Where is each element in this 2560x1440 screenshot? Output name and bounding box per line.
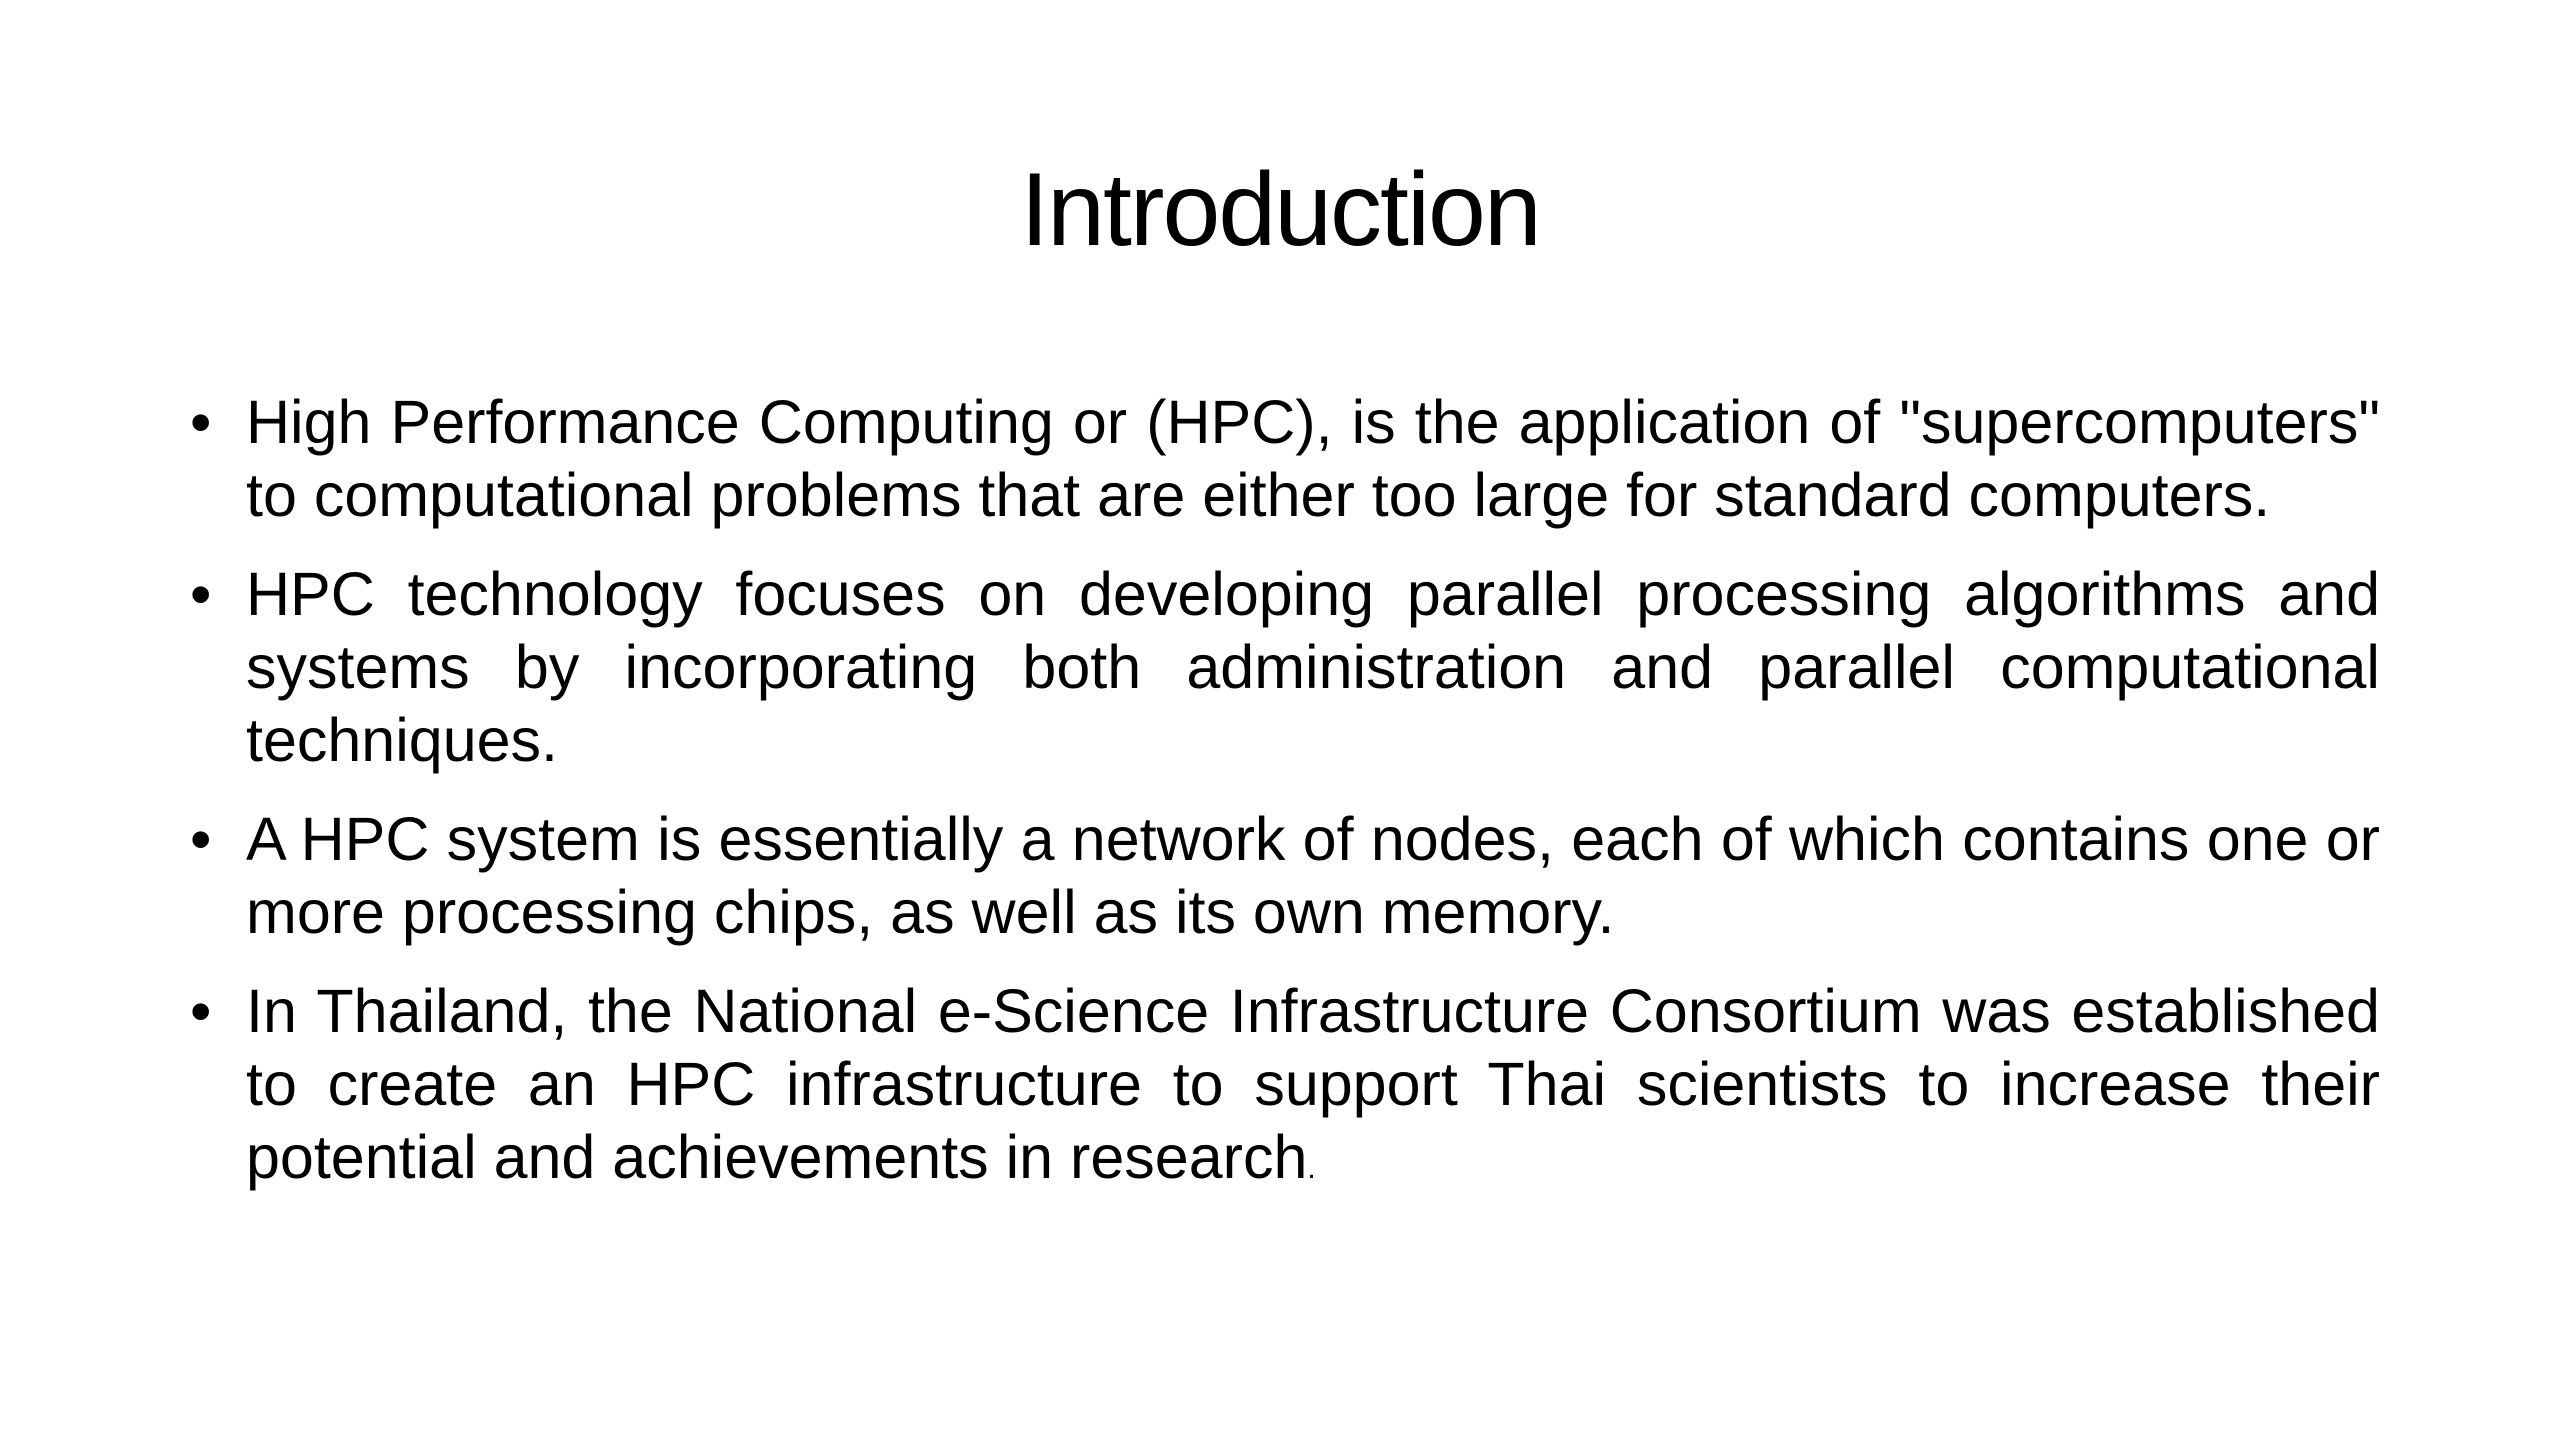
bullet-item (190, 558, 2380, 777)
bullet-text: A HPC system is essentially a network of nodes, each of which contains one or more processing chips, as well as its own memory. (246, 805, 2380, 946)
bullet-item (190, 803, 2380, 949)
bullet-text: High Performance Computing or (HPC), is the application of "supercomputers" to computational problems that are either too large for standard computers. (246, 388, 2380, 529)
bullet-icon: • (190, 388, 212, 456)
bullet-item (190, 975, 2380, 1205)
slide-title: Introduction (1020, 152, 1540, 268)
bullet-text: HPC technology focuses on developing parallel processing algorithms and systems by incorporating both administration and parallel computational techniques. (246, 560, 2380, 774)
bullet-trailing-period: . (1307, 1152, 1316, 1185)
bullet-icon: • (190, 560, 212, 628)
bullet-icon: • (190, 805, 212, 873)
bullet-icon: • (190, 977, 212, 1045)
bullet-list (190, 386, 2380, 1231)
bullet-text: In Thailand, the National e-Science Infrastructure Consortium was established to create an HPC infrastructure to support Thai scientists to increase their potential and achievements in research (246, 977, 2380, 1191)
bullet-item (190, 386, 2380, 532)
